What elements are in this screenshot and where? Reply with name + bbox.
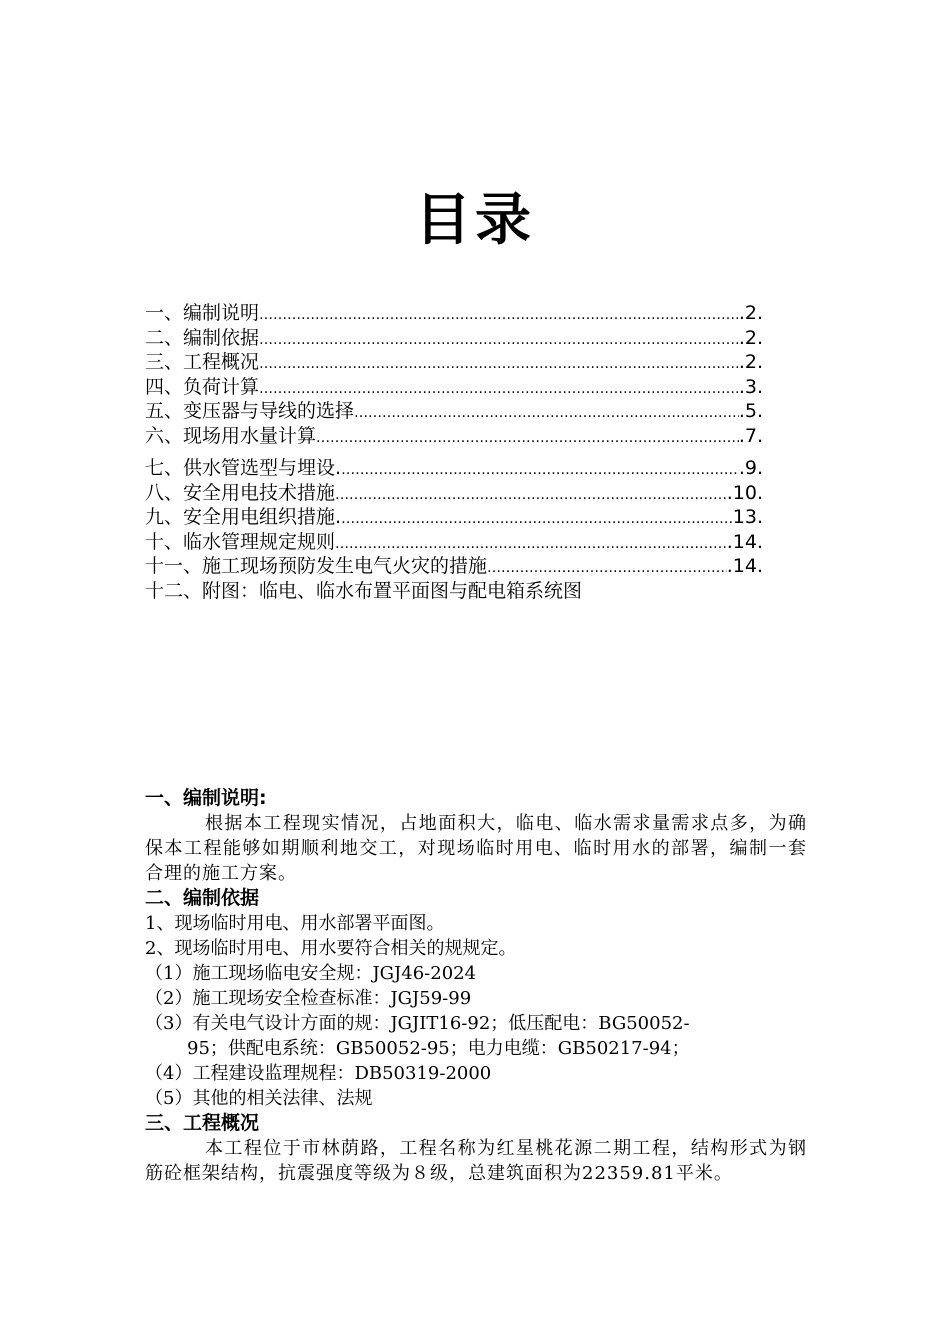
toc-entry-label: 供水管选型与埋设. bbox=[183, 457, 342, 479]
toc-entry-page: 13. bbox=[732, 506, 763, 528]
toc-entry-number: 十二、 bbox=[145, 579, 203, 602]
toc-entry[interactable] bbox=[145, 502, 763, 527]
toc-leader-dots bbox=[341, 462, 739, 478]
section-heading: 三、工程概况 bbox=[145, 1112, 260, 1134]
toc-leader-dots bbox=[316, 430, 739, 446]
toc-title: 目录 bbox=[415, 188, 535, 253]
toc-entry-label: 现场用水量计算 bbox=[183, 424, 317, 447]
standard-item: （2）施工现场安全检查标准：JGJ59-99 bbox=[145, 988, 472, 1009]
toc-entry-number: 六、 bbox=[145, 424, 184, 447]
toc-entry-number: 七、 bbox=[145, 457, 184, 479]
toc-entry-number: 四、 bbox=[145, 375, 184, 398]
toc-entry-label: 安全用电组织措施. bbox=[183, 506, 342, 528]
toc-entry-label: 附图：临电、临水布置平面图与配电箱系统图 bbox=[202, 579, 583, 602]
toc-entry-page: .3. bbox=[738, 375, 763, 398]
toc-entry[interactable] bbox=[145, 372, 763, 397]
toc-leader-dots bbox=[354, 405, 739, 421]
standard-item: （4）工程建设监理规程：DB50319-2000 bbox=[145, 1063, 492, 1084]
standard-item-continued: 95；供配电系统：GB50052-95；电力电缆：GB50217-94； bbox=[187, 1038, 690, 1059]
toc-entry-page: .5. bbox=[738, 400, 763, 422]
toc-entry[interactable] bbox=[145, 453, 763, 478]
toc-entry-label: 施工现场预防发生电气火灾的措施 bbox=[202, 555, 488, 577]
toc-entry-number: 十、 bbox=[145, 530, 184, 553]
toc-leader-dots bbox=[259, 356, 739, 372]
toc-entry-page: .14. bbox=[726, 530, 763, 553]
toc-entry-label: 负荷计算 bbox=[183, 375, 260, 398]
toc-entry-page: .10. bbox=[726, 481, 763, 504]
toc-entry-label: 临水管理规定规则 bbox=[183, 530, 336, 553]
toc-entry-page: .9. bbox=[738, 457, 763, 479]
toc-entry[interactable] bbox=[145, 551, 763, 576]
toc-entry-number: 十一、 bbox=[145, 555, 203, 577]
toc-entry[interactable] bbox=[145, 396, 763, 421]
toc-entry-page: .2. bbox=[738, 326, 763, 349]
toc-entry-number: 一、 bbox=[145, 302, 184, 324]
toc-leader-dots bbox=[335, 536, 727, 552]
toc-entry[interactable] bbox=[145, 323, 763, 348]
toc-entry-label: 变压器与导线的选择 bbox=[183, 400, 355, 422]
toc-leader-dots bbox=[259, 332, 739, 348]
section-heading: 一、编制说明: bbox=[145, 787, 267, 809]
toc-entry[interactable] bbox=[145, 421, 763, 446]
document-body bbox=[145, 786, 807, 1186]
standard-item: （3）有关电气设计方面的规：JGJIT16-92；低压配电：BG50052- bbox=[145, 1013, 690, 1034]
toc-entry-number: 二、 bbox=[145, 326, 184, 349]
toc-entry-number: 五、 bbox=[145, 400, 184, 422]
toc-entry[interactable] bbox=[145, 478, 763, 503]
toc-entry-label: 编制说明 bbox=[183, 302, 260, 324]
toc-entry-number: 三、 bbox=[145, 351, 184, 373]
toc-entry-label: 编制依据 bbox=[183, 326, 260, 349]
toc-entry[interactable] bbox=[145, 347, 763, 372]
toc-leader-dots bbox=[335, 487, 727, 503]
section-paragraph: 根据本工程现实情况，占地面积大，临电、临水需求量需求点多，为确保本工程能够如期顺利地交工，对现场临时用电、临时用水的部署，编制一套合理的施工方案。 bbox=[145, 813, 807, 884]
standard-item: （5）其他的相关法律、法规 bbox=[145, 1088, 373, 1109]
toc-entry-page: .7. bbox=[738, 424, 763, 447]
table-of-contents bbox=[145, 298, 763, 600]
toc-entry-number: 八、 bbox=[145, 481, 184, 504]
toc-entry-page: .2. bbox=[738, 351, 763, 373]
toc-entry[interactable] bbox=[145, 298, 763, 323]
toc-entry-page: .2. bbox=[738, 302, 763, 324]
toc-leader-dots bbox=[487, 560, 727, 576]
toc-leader-dots bbox=[341, 511, 733, 527]
basis-line: 1、现场临时用电、用水部署平面图。 bbox=[145, 913, 445, 934]
basis-line: 2、现场临时用电、用水要符合相关的规规定。 bbox=[145, 938, 517, 959]
toc-entry-number: 九、 bbox=[145, 506, 184, 528]
toc-leader-dots bbox=[259, 307, 739, 323]
toc-entry[interactable] bbox=[145, 527, 763, 552]
section-heading: 二、编制依据 bbox=[145, 887, 260, 909]
toc-entry[interactable] bbox=[145, 576, 763, 601]
toc-entry-label: 工程概况 bbox=[183, 351, 260, 373]
toc-entry-page: .14. bbox=[726, 555, 763, 577]
toc-entry-label: 安全用电技术措施 bbox=[183, 481, 336, 504]
toc-leader-dots bbox=[259, 381, 739, 397]
standard-item: （1）施工现场临电安全规：JGJ46-2024 bbox=[145, 963, 477, 984]
section-paragraph: 本工程位于市林荫路，工程名称为红星桃花源二期工程，结构形式为钢筋砼框架结构，抗震强度等级为８级，总建筑面积为22359.81平米。 bbox=[145, 1138, 807, 1184]
